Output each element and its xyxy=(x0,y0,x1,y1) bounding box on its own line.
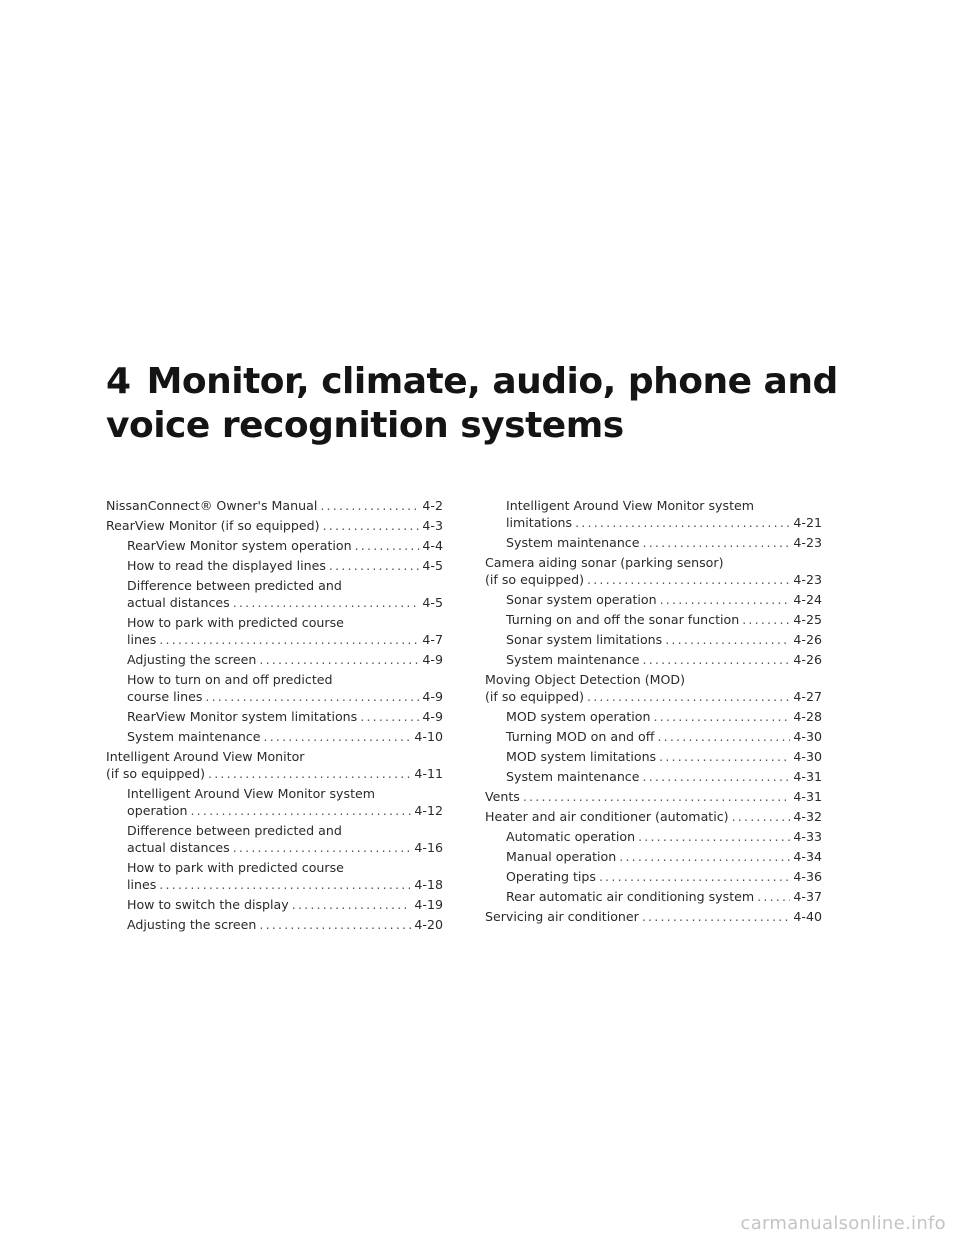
toc-entry-row xyxy=(485,908,822,925)
dot-leader xyxy=(259,916,411,933)
toc-page-number: 4-18 xyxy=(414,877,443,892)
toc-entry-title: actual distances xyxy=(127,595,230,610)
toc-entry-title: Adjusting the screen xyxy=(127,652,257,667)
toc-entry-title: actual distances xyxy=(127,840,230,855)
toc-entry[interactable] xyxy=(106,708,443,725)
toc-entry-row xyxy=(506,768,822,785)
toc-entry-row xyxy=(506,848,822,865)
dot-leader xyxy=(233,839,412,856)
dot-leader xyxy=(523,788,791,805)
toc-entry-row xyxy=(485,808,822,825)
toc-entry-title: RearView Monitor system operation xyxy=(127,538,352,553)
toc-entry-row xyxy=(506,514,822,531)
toc-entry[interactable] xyxy=(485,768,822,785)
toc-entry-row xyxy=(506,888,822,905)
toc-entry[interactable] xyxy=(485,651,822,668)
toc-entry[interactable] xyxy=(485,908,822,925)
toc-entry[interactable] xyxy=(485,808,822,825)
toc-page-number: 4-23 xyxy=(793,535,822,550)
toc-page-number: 4-5 xyxy=(422,558,443,573)
toc-entry-title: Heater and air conditioner (automatic) xyxy=(485,809,729,824)
dot-leader xyxy=(329,557,420,574)
toc-entry[interactable] xyxy=(485,534,822,551)
toc-entry-title-line-1: Difference between predicted and xyxy=(127,823,342,838)
dot-leader xyxy=(659,748,790,765)
toc-entry-row xyxy=(127,651,443,668)
toc-entry-title: operation xyxy=(127,803,188,818)
toc-entry[interactable] xyxy=(106,517,443,534)
toc-entry-title: Operating tips xyxy=(506,869,596,884)
toc-entry[interactable] xyxy=(485,728,822,745)
dot-leader xyxy=(732,808,791,825)
toc-entry-title: Sonar system operation xyxy=(506,592,657,607)
dot-leader xyxy=(599,868,790,885)
toc-entry[interactable] xyxy=(485,591,822,608)
toc-entry[interactable] xyxy=(485,748,822,765)
toc-page-number: 4-33 xyxy=(793,829,822,844)
toc-entry-title: Vents xyxy=(485,789,520,804)
toc-page-number: 4-16 xyxy=(414,840,443,855)
toc-entry-title-line-1: How to park with predicted course xyxy=(127,615,344,630)
toc-entry-title: How to read the displayed lines xyxy=(127,558,326,573)
toc-entry-title: NissanConnect® Owner's Manual xyxy=(106,498,318,513)
dot-leader xyxy=(233,594,420,611)
dot-leader xyxy=(660,591,791,608)
toc-entry-row xyxy=(485,571,822,588)
dot-leader xyxy=(575,514,790,531)
toc-page-number: 4-31 xyxy=(793,769,822,784)
toc-entry[interactable] xyxy=(106,557,443,574)
toc-page-number: 4-28 xyxy=(793,709,822,724)
dot-leader xyxy=(159,631,419,648)
toc-entry-title: Manual operation xyxy=(506,849,617,864)
toc-entry-title: (if so equipped) xyxy=(485,572,584,587)
toc-entry-row xyxy=(506,591,822,608)
toc-entry-title-line-1: Intelligent Around View Monitor xyxy=(106,749,305,764)
toc-page-number: 4-31 xyxy=(793,789,822,804)
toc-entry[interactable] xyxy=(485,611,822,628)
toc-entry[interactable] xyxy=(106,916,443,933)
dot-leader xyxy=(360,708,419,725)
toc-entry-title-line-1: Intelligent Around View Monitor system xyxy=(506,498,755,513)
dot-leader xyxy=(642,768,790,785)
toc-entry-title-line-1: How to park with predicted course xyxy=(127,860,344,875)
toc-entry[interactable] xyxy=(106,748,443,782)
dot-leader xyxy=(757,888,790,905)
toc-entry-title: Servicing air conditioner xyxy=(485,909,639,924)
dot-leader xyxy=(638,828,790,845)
toc-entry-title-line-1: How to turn on and off predicted xyxy=(127,672,333,687)
chapter-title xyxy=(106,360,866,448)
toc-entry-row xyxy=(127,728,443,745)
toc-entry-title-line-1: Intelligent Around View Monitor system xyxy=(127,786,376,801)
toc-entry-title: How to switch the display xyxy=(127,897,289,912)
dot-leader xyxy=(642,908,791,925)
toc-entry-title: Sonar system limitations xyxy=(506,632,663,647)
toc-entry[interactable] xyxy=(106,671,443,705)
chapter-number: 4 xyxy=(106,361,131,402)
toc-entry-title: Turning on and off the sonar function xyxy=(506,612,740,627)
toc-entry-row xyxy=(127,537,443,554)
dot-leader xyxy=(323,517,420,534)
toc-page-number: 4-7 xyxy=(422,632,443,647)
dot-leader xyxy=(159,876,411,893)
toc-entry-row xyxy=(127,594,443,611)
toc-entry-title: RearView Monitor (if so equipped) xyxy=(106,518,320,533)
toc-entry-row xyxy=(506,748,822,765)
toc-page-number: 4-40 xyxy=(793,909,822,924)
toc-entry-title: Turning MOD on and off xyxy=(506,729,655,744)
dot-leader xyxy=(657,728,790,745)
toc-entry-row xyxy=(127,708,443,725)
dot-leader xyxy=(320,497,419,514)
dot-leader xyxy=(355,537,420,554)
toc-page-number: 4-37 xyxy=(793,889,822,904)
toc-page-number: 4-27 xyxy=(793,689,822,704)
toc-entry-row xyxy=(506,828,822,845)
toc-entry[interactable] xyxy=(485,631,822,648)
toc-entry-row xyxy=(506,611,822,628)
toc-entry-title-line-1: Difference between predicted and xyxy=(127,578,342,593)
dot-leader xyxy=(653,708,790,725)
toc-entry-title: limitations xyxy=(506,515,573,530)
toc-entry[interactable] xyxy=(485,888,822,905)
dot-leader xyxy=(587,688,790,705)
toc-entry-title: lines xyxy=(127,632,157,647)
toc-page-number: 4-12 xyxy=(414,803,443,818)
toc-page-number: 4-9 xyxy=(422,709,443,724)
toc-entry-title: Rear automatic air conditioning system xyxy=(506,889,755,904)
toc-entry-title: System maintenance xyxy=(127,729,261,744)
toc-page-number: 4-20 xyxy=(414,917,443,932)
toc-page-number: 4-24 xyxy=(793,592,822,607)
toc-entry[interactable] xyxy=(106,896,443,913)
toc-page-number: 4-30 xyxy=(793,729,822,744)
toc-entry[interactable] xyxy=(106,577,443,611)
toc-page-number: 4-26 xyxy=(793,632,822,647)
toc-entry-title: System maintenance xyxy=(506,535,640,550)
toc-entry-row xyxy=(106,517,443,534)
toc-entry[interactable] xyxy=(485,708,822,725)
toc-entry[interactable] xyxy=(106,614,443,648)
toc-entry-row xyxy=(506,868,822,885)
toc-page-number: 4-21 xyxy=(793,515,822,530)
toc-page-number: 4-2 xyxy=(422,498,443,513)
toc-entry-title: (if so equipped) xyxy=(106,766,205,781)
toc-page-number: 4-26 xyxy=(793,652,822,667)
dot-leader xyxy=(292,896,412,913)
toc-page-number: 4-10 xyxy=(414,729,443,744)
toc-entry[interactable] xyxy=(485,671,822,705)
dot-leader xyxy=(642,534,790,551)
toc-entry-title: MOD system operation xyxy=(506,709,651,724)
toc-entry-row xyxy=(106,765,443,782)
dot-leader xyxy=(190,802,411,819)
toc-entry[interactable] xyxy=(485,788,822,805)
toc-entry-title: System maintenance xyxy=(506,652,640,667)
dot-leader xyxy=(642,651,790,668)
toc-column-left xyxy=(106,497,443,936)
toc-entry[interactable] xyxy=(106,785,443,819)
toc-page-number: 4-36 xyxy=(793,869,822,884)
dot-leader xyxy=(742,611,790,628)
toc-page-number: 4-34 xyxy=(793,849,822,864)
toc-page-number: 4-4 xyxy=(422,538,443,553)
toc-entry[interactable] xyxy=(106,859,443,893)
toc-page-number: 4-3 xyxy=(422,518,443,533)
toc-page-number: 4-30 xyxy=(793,749,822,764)
toc-entry-row xyxy=(106,497,443,514)
toc-entry-title-line-1: Camera aiding sonar (parking sensor) xyxy=(485,555,724,570)
toc-page-number: 4-32 xyxy=(793,809,822,824)
toc-page-number: 4-25 xyxy=(793,612,822,627)
toc-entry-row xyxy=(506,728,822,745)
toc-entry-title: (if so equipped) xyxy=(485,689,584,704)
toc-entry-row xyxy=(127,839,443,856)
toc-entry-row xyxy=(506,708,822,725)
toc-entry-title: course lines xyxy=(127,689,203,704)
dot-leader xyxy=(205,688,419,705)
toc-entry-row xyxy=(506,631,822,648)
toc-page-number: 4-9 xyxy=(422,652,443,667)
dot-leader xyxy=(208,765,411,782)
toc-entry-title-line-1: Moving Object Detection (MOD) xyxy=(485,672,686,687)
toc-entry[interactable] xyxy=(106,651,443,668)
toc-entry-row xyxy=(485,688,822,705)
toc-page-number: 4-5 xyxy=(422,595,443,610)
toc-page-number: 4-23 xyxy=(793,572,822,587)
toc-entry-title: Adjusting the screen xyxy=(127,917,257,932)
toc-entry-title: RearView Monitor system limitations xyxy=(127,709,358,724)
watermark: carmanualsonline.info xyxy=(740,1213,946,1234)
dot-leader xyxy=(619,848,790,865)
toc-entry[interactable] xyxy=(106,728,443,745)
toc-entry[interactable] xyxy=(106,822,443,856)
toc-entry-row xyxy=(127,916,443,933)
toc-entry-row xyxy=(127,802,443,819)
toc-entry-title: System maintenance xyxy=(506,769,640,784)
toc-entry-title: lines xyxy=(127,877,157,892)
toc-entry[interactable] xyxy=(485,848,822,865)
toc-entry-row xyxy=(127,557,443,574)
toc-entry-row xyxy=(485,788,822,805)
toc-entry-row xyxy=(506,534,822,551)
toc-column-right xyxy=(485,497,822,928)
toc-entry[interactable] xyxy=(485,868,822,885)
toc-page-number: 4-19 xyxy=(414,897,443,912)
toc-entry[interactable] xyxy=(485,497,822,531)
toc-entry-row xyxy=(127,896,443,913)
toc-page-number: 4-11 xyxy=(414,766,443,781)
toc-entry-row xyxy=(506,651,822,668)
toc-entry-title: Automatic operation xyxy=(506,829,636,844)
chapter-title-line-1: Monitor, climate, audio, phone and xyxy=(146,361,838,402)
toc-entry-row xyxy=(127,631,443,648)
dot-leader xyxy=(587,571,790,588)
toc-entry[interactable] xyxy=(485,828,822,845)
toc-entry-row xyxy=(127,876,443,893)
toc-page-number: 4-9 xyxy=(422,689,443,704)
chapter-title-line-2: voice recognition systems xyxy=(106,405,624,446)
toc-entry[interactable] xyxy=(106,537,443,554)
toc-entry[interactable] xyxy=(106,497,443,514)
toc-entry[interactable] xyxy=(485,554,822,588)
toc-entry-title: MOD system limitations xyxy=(506,749,657,764)
dot-leader xyxy=(259,651,419,668)
toc-entry-row xyxy=(127,688,443,705)
dot-leader xyxy=(263,728,411,745)
dot-leader xyxy=(665,631,790,648)
